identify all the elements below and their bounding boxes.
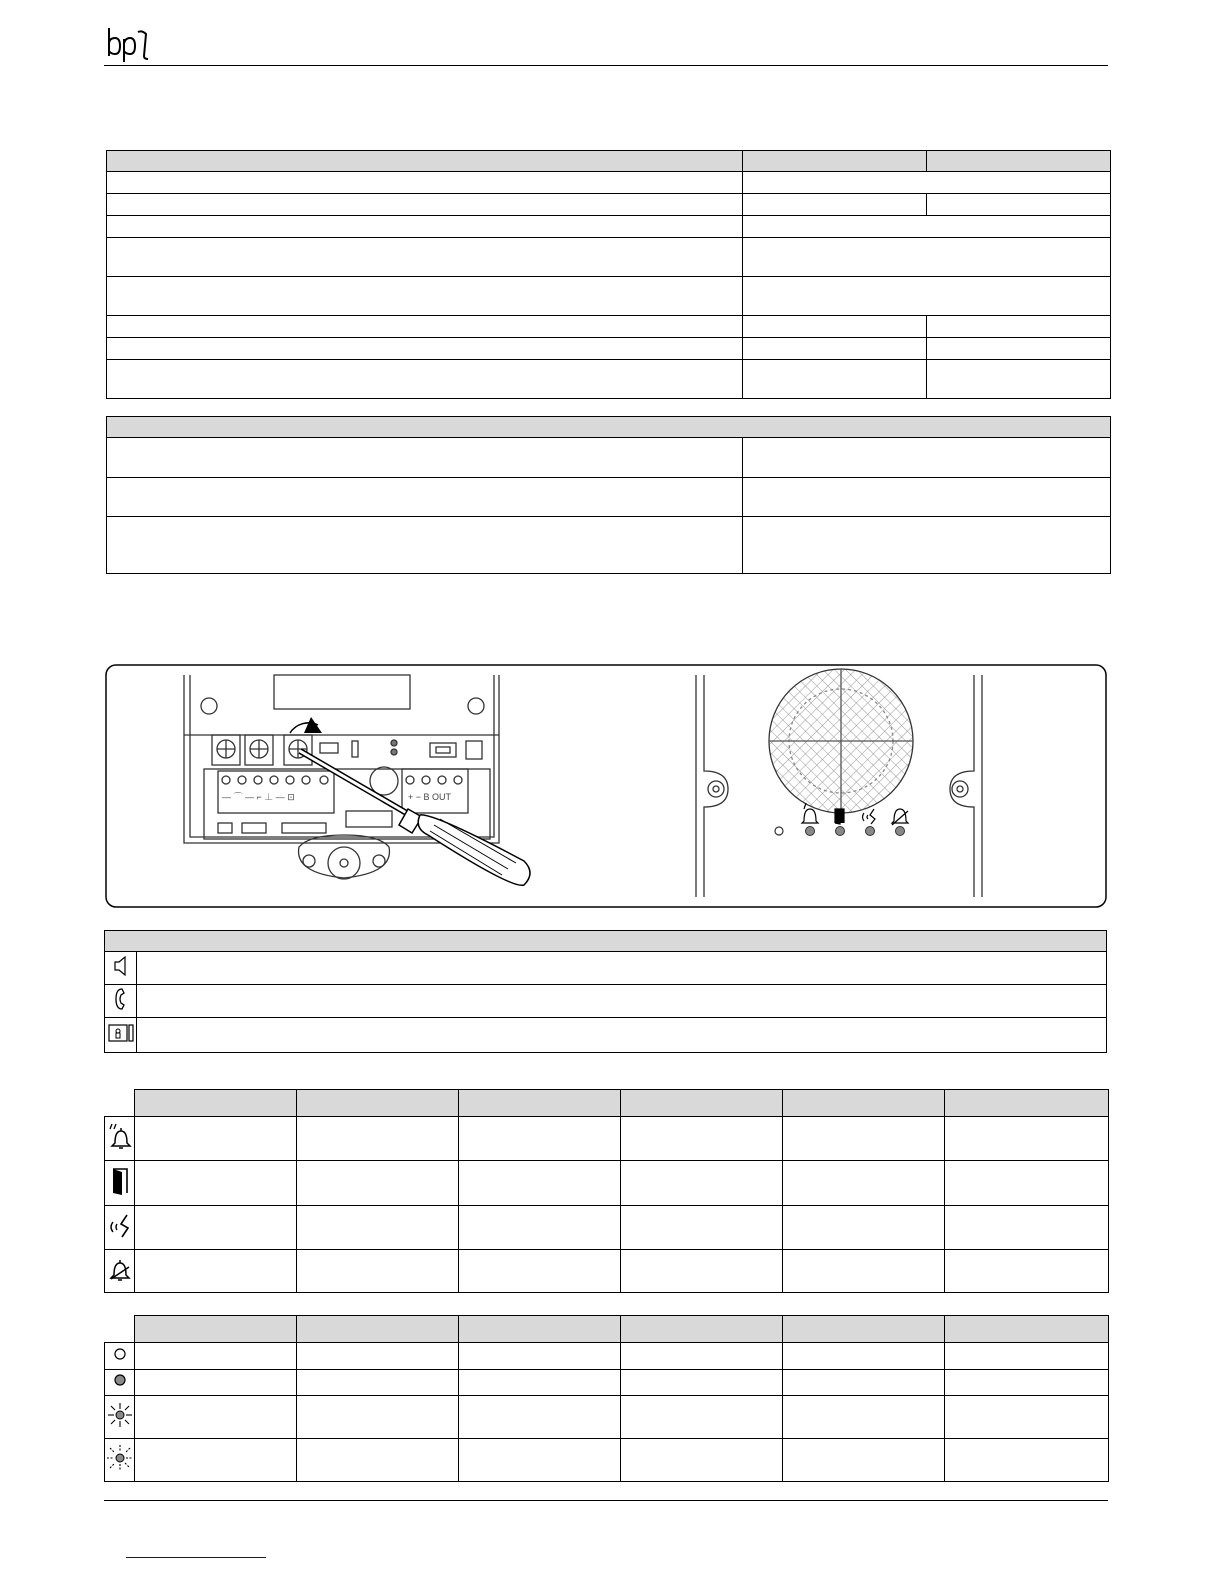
spec-table: [106, 150, 1111, 399]
table-row: [107, 172, 1111, 194]
speech-icon: [107, 1210, 133, 1240]
speaker-icon: [112, 955, 130, 977]
led-fast-blink-icon: [106, 1444, 134, 1472]
door-lock-icon: [107, 1022, 135, 1044]
led-state-table: [104, 1315, 1109, 1482]
table-row: [107, 316, 1111, 338]
handset-icon: [112, 987, 130, 1011]
table-row: [105, 1018, 1107, 1053]
device-illustration: [104, 663, 1108, 909]
table-row: [105, 985, 1107, 1018]
table-row: [107, 517, 1111, 574]
call-bell-icon: [107, 1121, 133, 1151]
table-row: [105, 1370, 1109, 1396]
table-row: [105, 1117, 1109, 1161]
table-row: [107, 438, 1111, 478]
footer-link-underline[interactable]: [126, 1557, 266, 1558]
led-blink-icon: [106, 1401, 134, 1429]
icon-legend-table: [104, 930, 1107, 1053]
table-header-row: [107, 417, 1111, 438]
led-off-icon: [112, 1346, 128, 1362]
settings-table: [106, 416, 1111, 574]
table-row: [107, 338, 1111, 360]
bout-label: + − B OUT: [408, 792, 452, 802]
table-row: [105, 1439, 1109, 1482]
status-icon-table: [104, 1089, 1109, 1293]
table-row: [107, 216, 1111, 238]
table-row: [105, 1396, 1109, 1439]
header-rule: [104, 65, 1108, 66]
footer-rule: [104, 1500, 1108, 1501]
led-bell-off: [896, 827, 905, 836]
table-row: [105, 1343, 1109, 1370]
table-header-row: [105, 1090, 1109, 1117]
table-row: [107, 194, 1111, 216]
led-bell: [806, 827, 815, 836]
table-row: [107, 238, 1111, 277]
terminal-labels: — ⌒ — ⌐ ⊥ — ⊡: [222, 792, 295, 802]
bpt-logo: [104, 26, 152, 64]
door-open-icon: [108, 1165, 132, 1197]
table-header-row: [105, 931, 1107, 952]
bell-off-icon: [107, 1254, 133, 1284]
table-header-row: [105, 1316, 1109, 1343]
table-row: [105, 1206, 1109, 1250]
table-header-row: [107, 151, 1111, 172]
table-row: [105, 952, 1107, 985]
door-mini-icon: [835, 809, 844, 824]
led-on-icon: [112, 1372, 128, 1388]
led-speech: [866, 827, 875, 836]
led-door: [836, 827, 845, 836]
status-led-indicator: [775, 827, 783, 835]
table-row: [107, 478, 1111, 517]
table-row: [107, 277, 1111, 316]
table-row: [105, 1250, 1109, 1293]
table-row: [105, 1161, 1109, 1206]
table-row: [107, 360, 1111, 399]
